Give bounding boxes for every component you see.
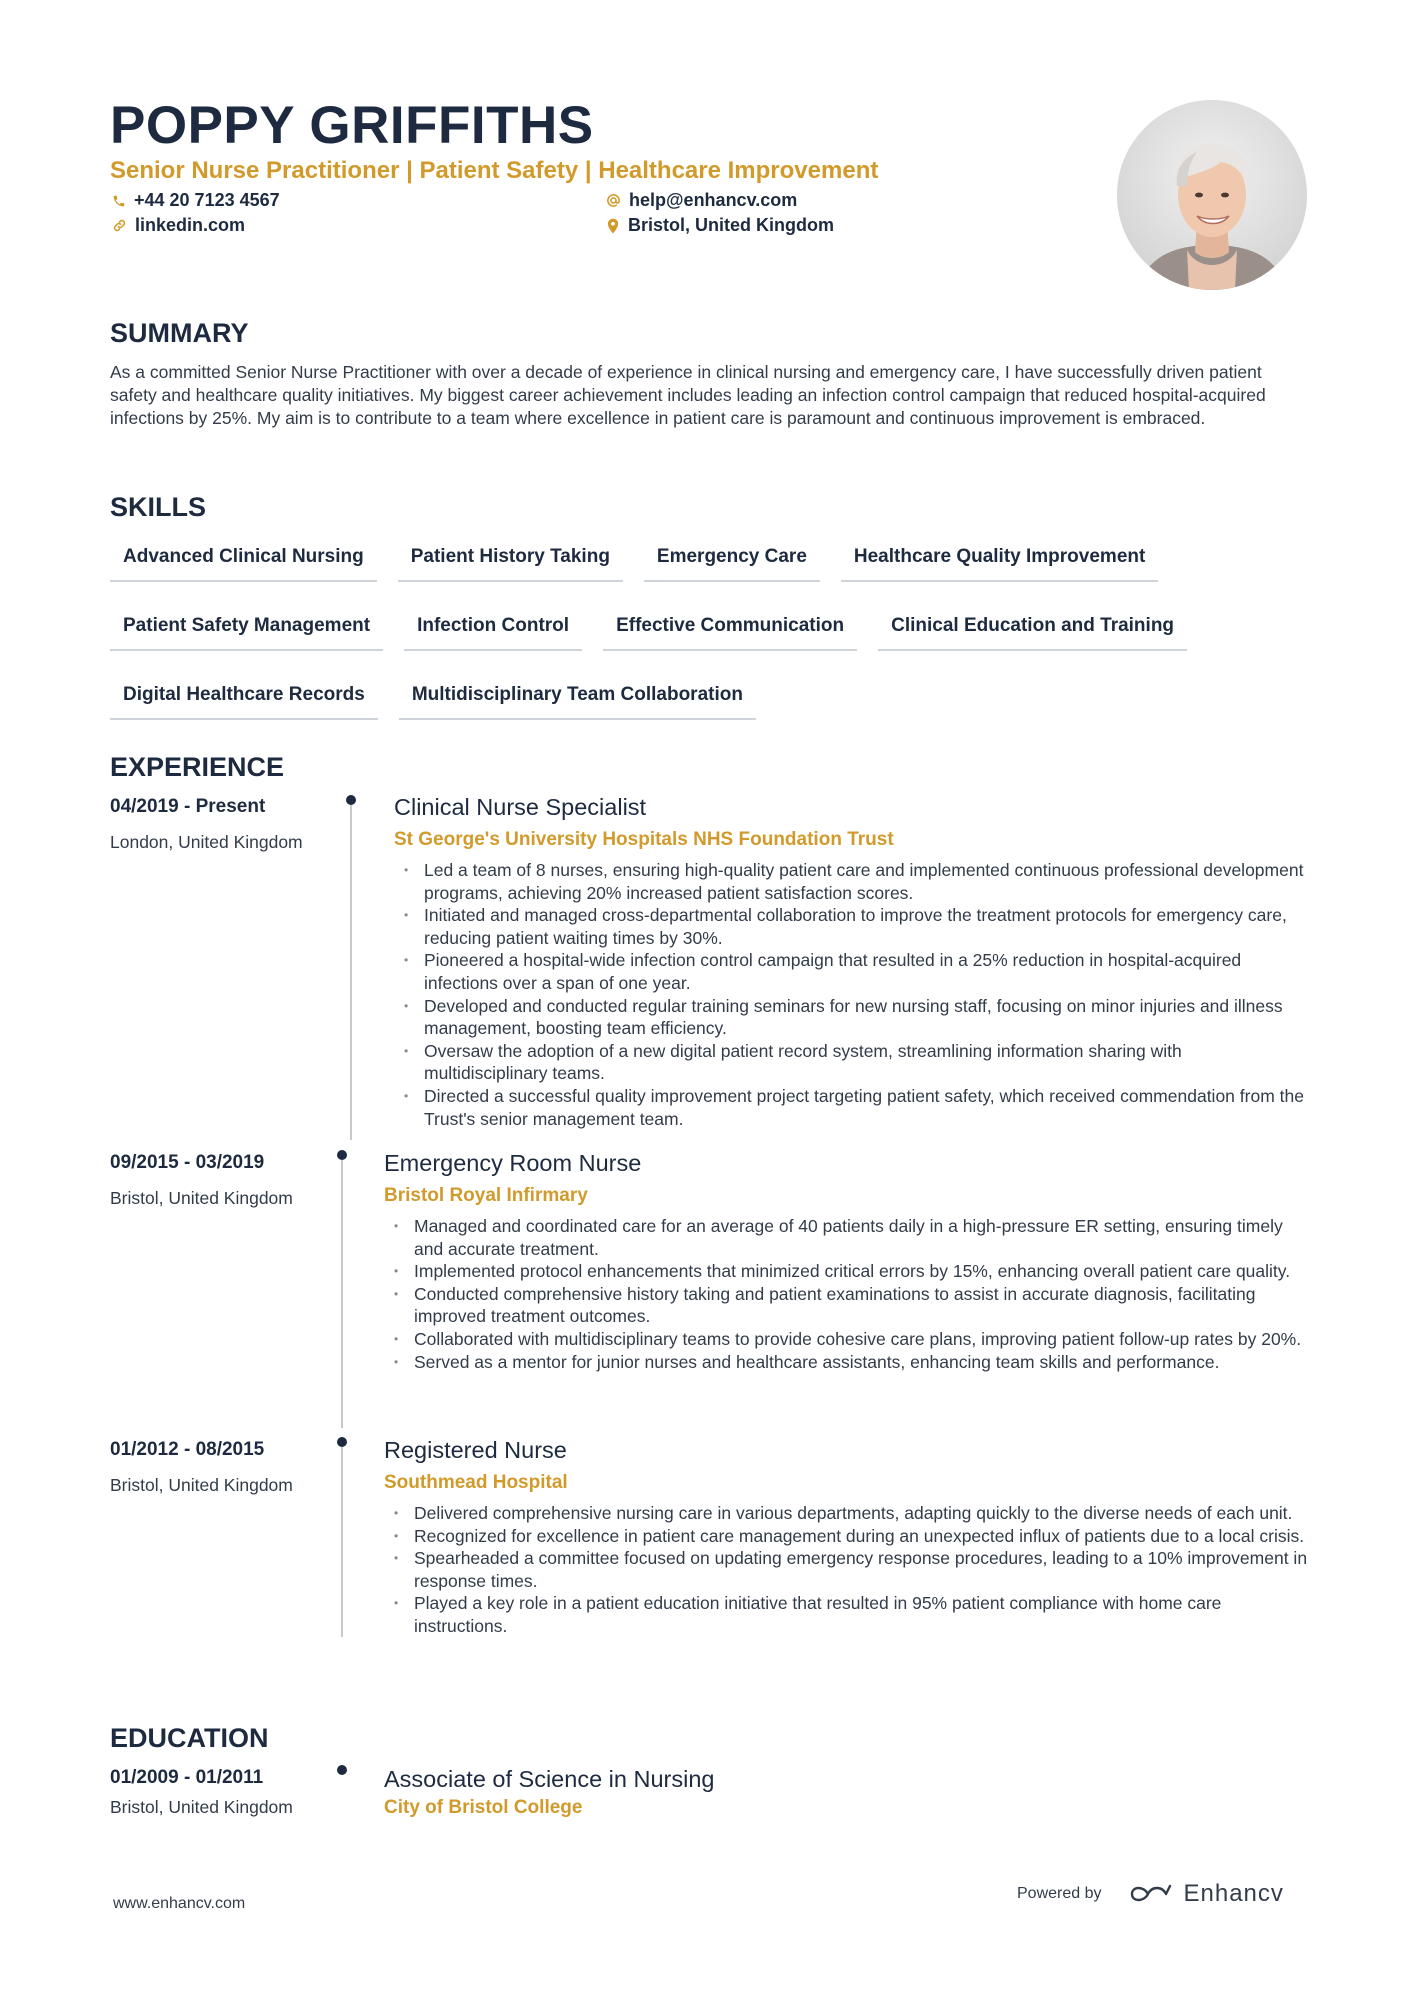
skill-tag: Clinical Education and Training [878,603,1187,651]
candidate-headline: Senior Nurse Practitioner | Patient Safety | Healthcare Improvement [110,157,879,184]
powered-by-text: Powered by [1017,1885,1102,1902]
education-heading: EDUCATION [110,1723,269,1753]
timeline-dot [346,795,356,805]
education-school: City of Bristol College [384,1797,583,1818]
skills-list [110,534,1310,720]
job-title: Registered Nurse [384,1437,567,1463]
timeline-line [341,1160,343,1428]
education-location: Bristol, United Kingdom [110,1797,293,1817]
job-company: Southmead Hospital [384,1472,568,1493]
job-bullet: • Conducted comprehensive history taking and patient examinations to assist in accurate diagnosis, facilitating improved treatment outcomes. [384,1283,1310,1328]
job-bullet: • Served as a mentor for junior nurses and healthcare assistants, enhancing team skills and performance. [384,1351,1310,1374]
job-entry [394,794,1310,1130]
skill-tag: Healthcare Quality Improvement [841,534,1158,582]
education-degree: Associate of Science in Nursing [384,1766,715,1792]
skill-tag: Emergency Care [644,534,820,582]
summary-text: As a committed Senior Nurse Practitioner with over a decade of experience in clinical nursing and emergency care, I have successfully driven patient safety and healthcare quality initiatives. My biggest career achievement includes leading an infection control campaign that reduced hospital-acquired infections by 25%. My aim is to contribute to a team where excellence in patient care is paramount and continuous improvement is embraced. [110,362,1266,428]
job-location: Bristol, United Kingdom [110,1188,293,1208]
job-bullet: • Delivered comprehensive nursing care in various departments, adapting quickly to the diverse needs of each unit. [384,1502,1310,1525]
timeline-dot [337,1765,347,1775]
job-bullets [384,1215,1310,1373]
job-bullet: • Implemented protocol enhancements that minimized critical errors by 15%, enhancing overall patient care quality. [384,1260,1310,1283]
timeline-dot [337,1437,347,1447]
contact-link[interactable] [112,215,245,236]
job-bullet: • Led a team of 8 nurses, ensuring high-quality patient care and implemented continuous professional development programs, achieving 20% increased patient satisfaction scores. [394,859,1310,904]
skill-tag: Patient Safety Management [110,603,383,651]
location-text: Bristol, United Kingdom [628,215,834,235]
job-meta [110,1439,293,1496]
skill-tag: Multidisciplinary Team Collaboration [399,672,756,720]
job-bullet: • Oversaw the adoption of a new digital patient record system, streamlining information sharing with multidisciplinary teams. [394,1040,1310,1085]
email-text: help@enhancv.com [629,190,798,210]
job-meta [110,796,303,853]
education-dates: 01/2009 - 01/2011 [110,1767,264,1788]
contact-email[interactable] [606,190,797,211]
skill-tag: Patient History Taking [398,534,623,582]
portrait-illustration [1117,100,1307,290]
job-bullet: • Collaborated with multidisciplinary teams to provide cohesive care plans, improving patient follow-up rates by 20%. [384,1328,1310,1351]
skills-heading: SKILLS [110,492,207,522]
job-dates: 01/2012 - 08/2015 [110,1439,265,1460]
job-bullets [384,1502,1310,1638]
skill-tag: Effective Communication [603,603,857,651]
timeline-line [350,805,352,1140]
profile-photo [1117,100,1307,290]
job-dates: 09/2015 - 03/2019 [110,1152,265,1173]
timeline-line [341,1447,343,1637]
candidate-name: POPPY GRIFFITHS [110,96,594,155]
at-icon [606,193,621,208]
skill-tag: Infection Control [404,603,582,651]
job-company: St George's University Hospitals NHS Foundation Trust [394,829,894,850]
footer-branding [1017,1880,1284,1908]
job-title: Clinical Nurse Specialist [394,794,647,820]
education-meta [110,1767,293,1818]
job-bullets [394,859,1310,1130]
timeline-dot [337,1150,347,1160]
job-entry [384,1150,1310,1373]
skill-tag: Digital Healthcare Records [110,672,378,720]
job-bullet: • Pioneered a hospital-wide infection control campaign that resulted in a 25% reduction in hospital-acquired infections over a span of one year. [394,949,1310,994]
job-bullet: • Played a key role in a patient education initiative that resulted in 95% patient compliance with home care instructions. [384,1592,1310,1637]
job-bullet: • Spearheaded a committee focused on updating emergency response procedures, leading to a 10% improvement in response times. [384,1547,1310,1592]
job-dates: 04/2019 - Present [110,796,266,817]
phone-text: +44 20 7123 4567 [134,190,280,210]
experience-heading: EXPERIENCE [110,752,285,782]
footer-website[interactable]: www.enhancv.com [113,1895,246,1912]
phone-icon [112,194,126,208]
job-bullet: • Initiated and managed cross-departmental collaboration to improve the treatment protocols for emergency care, reducing patient waiting times by 30%. [394,904,1310,949]
job-bullet: • Recognized for excellence in patient care management during an unexpected influx of patients due to a local crisis. [384,1525,1310,1548]
job-meta [110,1152,293,1209]
job-entry [384,1437,1310,1638]
job-location: London, United Kingdom [110,832,303,852]
location-pin-icon [606,218,620,234]
job-title: Emergency Room Nurse [384,1150,642,1176]
job-bullet: • Managed and coordinated care for an average of 40 patients daily in a high-pressure ER setting, ensuring timely and accurate treatment. [384,1215,1310,1260]
job-bullet: • Directed a successful quality improvement project targeting patient safety, which received commendation from the Trust's senior management team. [394,1085,1310,1130]
contact-phone [112,190,280,211]
link-icon [112,218,127,233]
job-location: Bristol, United Kingdom [110,1475,293,1495]
education-entry [384,1766,1310,1819]
job-company: Bristol Royal Infirmary [384,1185,588,1206]
contact-location [606,215,834,236]
job-bullet: • Developed and conducted regular training seminars for new nursing staff, focusing on minor injuries and illness management, boosting team efficiency. [394,995,1310,1040]
enhancv-logo-icon [1128,1882,1174,1906]
enhancv-brand-text: Enhancv [1183,1880,1284,1907]
skill-tag: Advanced Clinical Nursing [110,534,377,582]
link-text: linkedin.com [135,215,246,235]
summary-heading: SUMMARY [110,318,249,348]
